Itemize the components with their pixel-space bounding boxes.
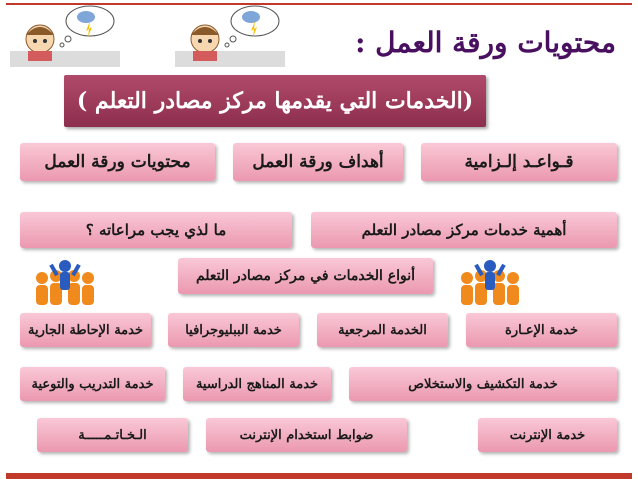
box-internet-rules: ضوابط استخدام الإنترنت xyxy=(206,418,407,452)
thinking-person-icon xyxy=(10,3,120,67)
box-mandatory-rules: قـواعـد إلـزامية xyxy=(421,143,617,181)
box-indexing-service: خدمة التكشيف والاستخلاص xyxy=(349,367,617,401)
slide-title: محتويات ورقة العمل : xyxy=(355,26,616,59)
banner: (الخدمات التي يقدمها مركز مصادر التعلم ) xyxy=(64,75,486,127)
box-service-types: أنواع الخدمات في مركز مصادر التعلم xyxy=(178,258,433,294)
box-training-service: خدمة التدريب والتوعية xyxy=(20,367,165,401)
team-leader-icon xyxy=(30,258,100,310)
box-worksheet-contents: محتويات ورقة العمل xyxy=(20,143,215,181)
box-conclusion: الـخـاتـمـــــة xyxy=(37,418,188,452)
team-leader-icon xyxy=(455,258,525,310)
box-internet-service: خدمة الإنترنت xyxy=(478,418,617,452)
box-reference-service: الخدمة المرجعية xyxy=(317,313,448,347)
thinking-person-icon xyxy=(175,3,285,67)
box-services-importance: أهمية خدمات مركز مصادر التعلم xyxy=(311,212,617,248)
bottom-rule xyxy=(6,473,632,479)
box-current-awareness-service: خدمة الإحاطة الجارية xyxy=(20,313,151,347)
box-curricula-service: خدمة المناهج الدراسية xyxy=(183,367,331,401)
box-bibliography-service: خدمة الببليوجرافيا xyxy=(168,313,299,347)
box-considerations: ما لذي يجب مراعاته ؟ xyxy=(20,212,292,248)
box-worksheet-goals: أهداف ورقة العمل xyxy=(233,143,403,181)
box-lending-service: خدمة الإعـارة xyxy=(466,313,617,347)
